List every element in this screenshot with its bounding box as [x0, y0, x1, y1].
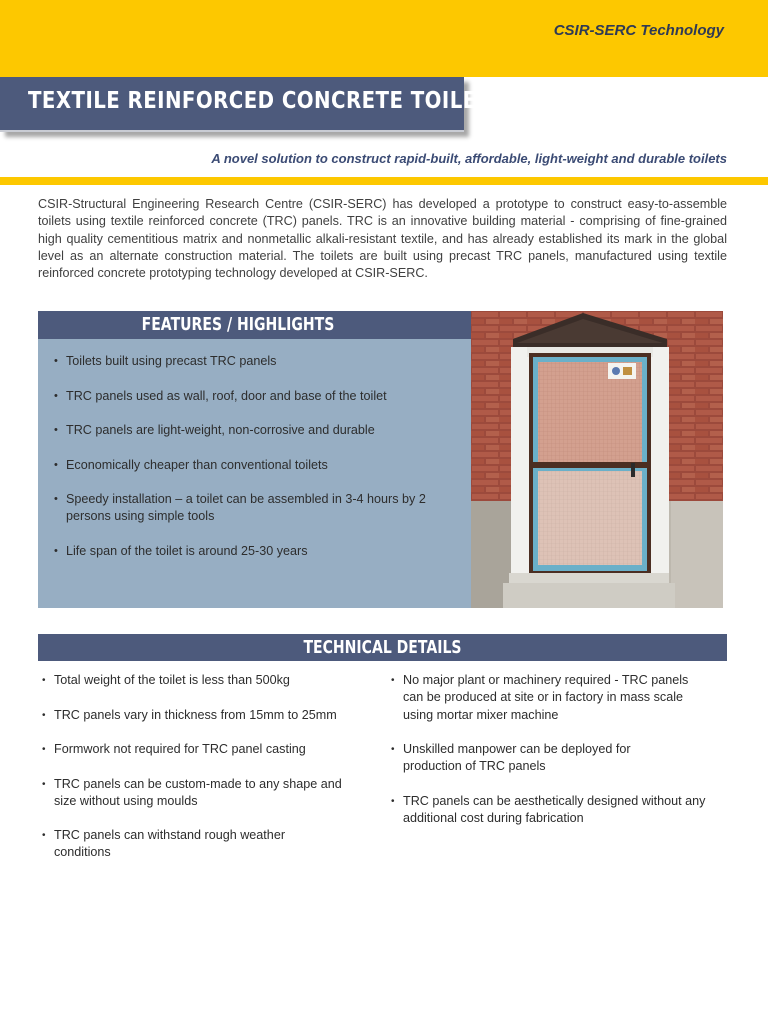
- features-header: [38, 311, 471, 339]
- feature-item: • TRC panels used as wall, roof, door and base of the toilet: [54, 388, 464, 405]
- features-heading: FEATURES / HIGHLIGHTS: [141, 314, 335, 335]
- feature-item: • Life span of the toilet is around 25-30 years: [54, 543, 464, 560]
- technical-item: • Total weight of the toilet is less than 500kg: [38, 672, 358, 689]
- brand-label: CSIR-SERC Technology: [553, 22, 724, 39]
- title-banner: [0, 77, 491, 132]
- toilet-photo: [471, 311, 723, 608]
- toilet-photo-illustration: [471, 311, 723, 608]
- divider-rule: [0, 177, 768, 185]
- technical-item: • TRC panels vary in thickness from 15mm to 25mm: [38, 707, 358, 724]
- technical-heading: TECHNICAL DETAILS: [303, 637, 462, 658]
- technical-item: • Unskilled manpower can be deployed for production of TRC panels: [387, 741, 687, 776]
- feature-item: • TRC panels are light-weight, non-corrosive and durable: [54, 422, 464, 439]
- technical-item: • Formwork not required for TRC panel casting: [38, 741, 358, 758]
- technical-item: • No major plant or machinery required - TRC panels can be produced at site or in factory in mass scale using mortar mixer machine: [387, 672, 712, 724]
- feature-item: • Toilets built using precast TRC panels: [54, 353, 464, 370]
- page-title: TEXTILE REINFORCED CONCRETE TOILET: [28, 88, 491, 114]
- feature-item: • Speedy installation – a toilet can be assembled in 3-4 hours by 2 persons using simple tools: [54, 491, 464, 525]
- page-subtitle: A novel solution to construct rapid-built, affordable, light-weight and durable toilets: [211, 151, 727, 166]
- technical-item: • TRC panels can be custom-made to any shape and size without using moulds: [38, 776, 358, 811]
- features-list: [54, 353, 464, 560]
- technical-item: • TRC panels can withstand rough weather conditions: [38, 827, 338, 862]
- intro-paragraph: CSIR-Structural Engineering Research Centre (CSIR-SERC) has developed a prototype to construct easy-to-assemble toilets using textile reinforced concrete (TRC) panels. TRC is an innovative building material - comprising of fine-grained high quality cementitious matrix and nonmetallic alkali-resistant textile, and has already established its mark in the global level as an alternate construction material. The toilets are built using precast TRC panels, manufactured using textile reinforced concrete prototyping technology developed at CSIR-SERC.: [38, 197, 727, 281]
- technical-item: • TRC panels can be aesthetically designed without any additional cost during fabrication: [387, 793, 712, 828]
- features-panel: [38, 311, 471, 608]
- technical-header: [38, 634, 727, 661]
- feature-item: • Economically cheaper than conventional toilets: [54, 457, 464, 474]
